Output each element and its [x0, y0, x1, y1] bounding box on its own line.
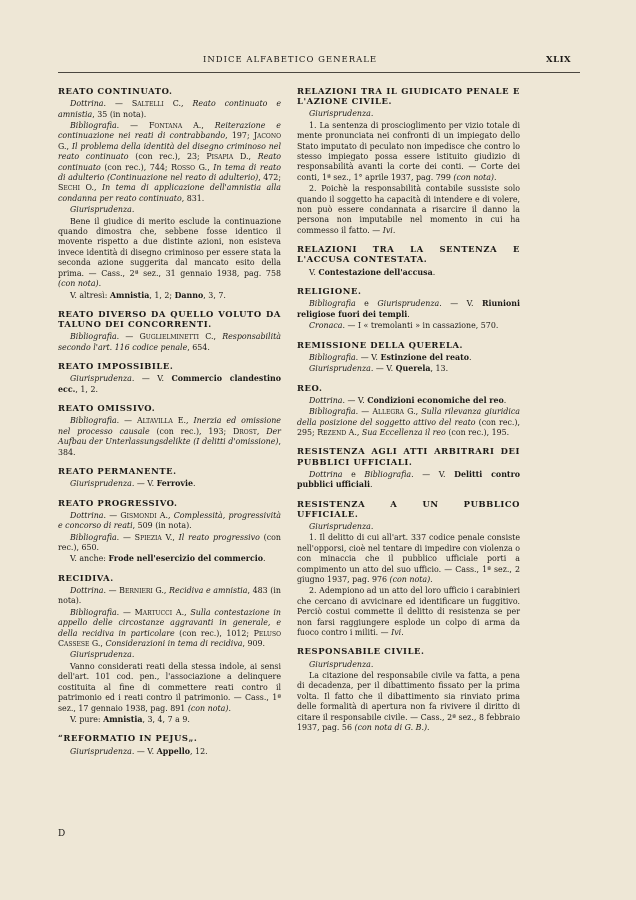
entry-heading: REATO DIVERSO DA QUELLO VOLUTO DA TALUNO DEI CONCORRENTI. [58, 308, 281, 330]
entry-paragraph: 2. Poichè la responsabilità contabile sussiste solo quando il soggetto ha capacità di intendere e di volere, non può essere condannata a risarcire il danno la persona non imputabile nel momento in cui ha commesso il fatto. — Ivi. [297, 184, 520, 235]
entry-resistenza-pubblico [297, 499, 520, 639]
entry-paragraph: Dottrina. — V. Condizioni economiche del reo. [309, 395, 507, 405]
entry-paragraph: Bibliografia. — Allegra G., Sulla rilevanza giuridica della posizione del soggetto attivo del reato (con rec.), 295; Rezend A., Sua Eccellenza il reo (con rec.), 195. [297, 407, 521, 437]
entry-paragraph: Giurisprudenza. — V. Commercio clandestino ecc., 1, 2. [58, 374, 281, 394]
entry-heading: RESISTENZA A UN PUBBLICO UFFICIALE. [297, 498, 520, 519]
entry-heading: REATO CONTINUATO. [58, 86, 173, 96]
entry-paragraph: Cronaca. — I « tremolanti » in cassazione, 570. [309, 321, 499, 331]
entry-paragraph: 1. Il delitto di cui all'art. 337 codice penale consiste nell'opporsi, cioè nel tentare di impedire con violenza o con minaccia che il pubblico ufficiale porti a compimento un atto del suo ufficio. — Cass., 1ª sez., 2 giugno 1937, pag. 976 (con nota). [297, 533, 520, 585]
entry-paragraph: Giurisprudenza. — V. Querela, 13. [309, 364, 449, 374]
entry-heading: REATO OMISSIVO. [58, 403, 156, 414]
entry-reato-omissivo [58, 403, 281, 458]
entry-relazioni-sentenza [297, 244, 520, 278]
entry-heading: REATO PERMANENTE. [58, 465, 177, 476]
entry-resistenza-atti [297, 446, 520, 490]
entry-paragraph: Giurisprudenza. [70, 650, 135, 660]
entry-paragraph: La citazione del responsabile civile va fatta, a pena di decadenza, per il dibattimento fissato per la prima volta. Il fatto che il dibattimento sia rinviato prima delle formalità di apertura non fa rivivere il diritto di citare il responsabile civile. — Cass., 2ª sez., 8 febbraio 1937, pag. 56 (con nota di G. B.). [297, 671, 520, 733]
page-header [0, 55, 636, 69]
entry-paragraph: Giurisprudenza. [309, 521, 374, 531]
entry-heading: RELAZIONI TRA IL GIUDICATO PENALE E L'AZIONE CIVILE. [297, 86, 520, 107]
entry-remissione [297, 340, 520, 375]
entry-paragraph: Bibliografia. — Spiezia V., Il reato progressivo (con rec.), 650. [58, 532, 281, 553]
entry-paragraph: V. altresì: Amnistia, 1, 2; Danno, 3, 7. [70, 290, 226, 300]
entry-reato-progressivo [58, 498, 281, 565]
entry-heading: RESPONSABILE CIVILE. [297, 646, 425, 657]
entry-religione [297, 286, 520, 331]
entry-paragraph: V. Contestazione dell'accusa. [309, 267, 436, 277]
running-title: INDICE ALFABETICO GENERALE [203, 55, 378, 65]
entry-paragraph: Dottrina. — Gismondi A., Complessità, progressività e concorso di reati, 509 (in nota). [58, 510, 281, 531]
page-number: XLIX [546, 55, 572, 65]
entry-paragraph: Giurisprudenza. — V. Appello, 12. [70, 746, 208, 756]
entry-paragraph: Bibliografia. — Fontana A., Reiterazione e continuazione nei reati di contrabbando, 197; Jacono G., Il problema della identità del disegno criminoso nel reato continuato (con rec.), 23; Pisapia D., Reato continuato (con rec.), 744; Rosso G., In tema di reato di adulterio (Continuazione nel reato di adulterio), 472; Sechi O., In tema di applicazione dell'amnistia alla condanna per reato continuato, 831. [58, 121, 282, 203]
entry-heading: REATO PROGRESSIVO. [58, 497, 178, 508]
entry-heading: REMISSIONE DELLA QUERELA. [297, 339, 464, 350]
entry-heading: RESISTENZA AGLI ATTI ARBITRARI DEI PUBBLICI UFFICIALI. [297, 446, 520, 467]
entry-paragraph: Dottrina. — Bernieri G., Recidiva e amnistia, 483 (in nota). [58, 586, 281, 606]
entry-paragraph: 1. La sentenza di proscioglimento per vizio totale di mente pronunciata nei confronti di un impiegato dello Stato imputato di peculato non impedisce che contro lo stesso impiegato possa essere istituito giudizio di responsabilità avanti la corte dei conti. — Corte dei conti, 1ª sez., 1° aprile 1937, pag. 799 (con nota). [297, 120, 520, 182]
entry-heading: “REFORMATIO IN PEJUS„. [58, 733, 198, 744]
entry-heading: RELIGIONE. [297, 286, 362, 297]
entry-heading: REO. [297, 382, 323, 393]
entry-heading: REATO IMPOSSIBILE. [58, 361, 174, 372]
entry-paragraph: Bibliografia e Giurisprudenza. — V. Riunioni religiose fuori dei templi. [297, 299, 521, 319]
entry-paragraph: Vanno considerati reati della stessa indole, ai sensi dell'art. 101 cod. pen., l'associazione a delinquere costituita al fine di commettere reati contro il patrimonio ed i reati contro il patrimonio. — Cass., 1ª sez., 17 gennaio 1938, pag. 891 (con nota). [58, 661, 281, 713]
entry-paragraph: Bibliografia. — Altavilla E., Inerzia ed omissione nel processo causale (con rec.), 193; Drost, Der Aufbau der Unterlassungsdelikte (I delitti d'omissione), 384. [58, 416, 281, 457]
entry-paragraph: Giurisprudenza. [309, 659, 374, 669]
entry-reformatio [58, 733, 281, 757]
entry-paragraph: Bibliografia. — V. Estinzione del reato. [309, 352, 472, 362]
entry-paragraph: V. pure: Amnistia, 3, 4, 7 a 9. [70, 714, 190, 724]
entry-paragraph: Dottrina e Bibliografia. — V. Delitti contro pubblici ufficiali. [297, 469, 521, 490]
entry-reo [297, 383, 520, 439]
entry-recidiva [58, 573, 281, 725]
left-column [58, 86, 281, 765]
entry-paragraph: Giurisprudenza. [70, 205, 135, 215]
entry-paragraph: Bibliografia. — Martucci A., Sulla contestazione in appello delle circostanze aggravanti in generale, e della recidiva in particolare (con rec.), 1012; Peluso Cassese G., Considerazioni in tema di recidiva, 909. [58, 607, 281, 649]
entry-paragraph: Bibliografia. — Guglielminetti C., Responsabilità secondo l'art. 116 codice penale, 654. [58, 332, 281, 352]
signature-mark: D [58, 829, 66, 839]
entry-reato-impossibile [58, 361, 281, 395]
entry-reato-permanente [58, 466, 281, 490]
entry-paragraph: Bene il giudice di merito esclude la continuazione quando dimostra che, sebbene fosse identico il movente rispetto a due distinte azioni, non esisteva invece identità di disegno criminoso per essere stata la seconda azione suggerita dal mancato esito della prima. — Cass., 2ª sez., 31 gennaio 1938, pag. 758 (con nota). [58, 216, 281, 289]
entry-reato-continuato [58, 86, 281, 301]
entry-paragraph: Dottrina. — Saltelli C., Reato continuato e amnistia, 35 (in nota). [58, 99, 281, 119]
entry-reato-diverso [58, 309, 281, 353]
right-column [297, 86, 520, 742]
entry-relazioni-giudicato [297, 86, 520, 236]
entry-responsabile-civile [297, 646, 520, 733]
entry-paragraph: Giurisprudenza. — V. Ferrovie. [70, 479, 196, 489]
entry-heading: RELAZIONI TRA LA SENTENZA E L'ACCUSA CONTESTATA. [297, 244, 520, 265]
entry-paragraph: 2. Adempiono ad un atto del loro ufficio i carabinieri che cercano di avvicinare ed identificare un fuggitivo. Perciò costui commette il delitto di resistenza se per non farsi raggiungere esplode un colpo di arma da fuoco contro i militi. — Ivi. [297, 586, 520, 638]
header-rule [58, 72, 580, 73]
entry-paragraph: V. anche: Frode nell'esercizio del commercio. [70, 554, 266, 564]
entry-heading: RECIDIVA. [58, 572, 114, 583]
entry-paragraph: Giurisprudenza. [309, 109, 374, 119]
